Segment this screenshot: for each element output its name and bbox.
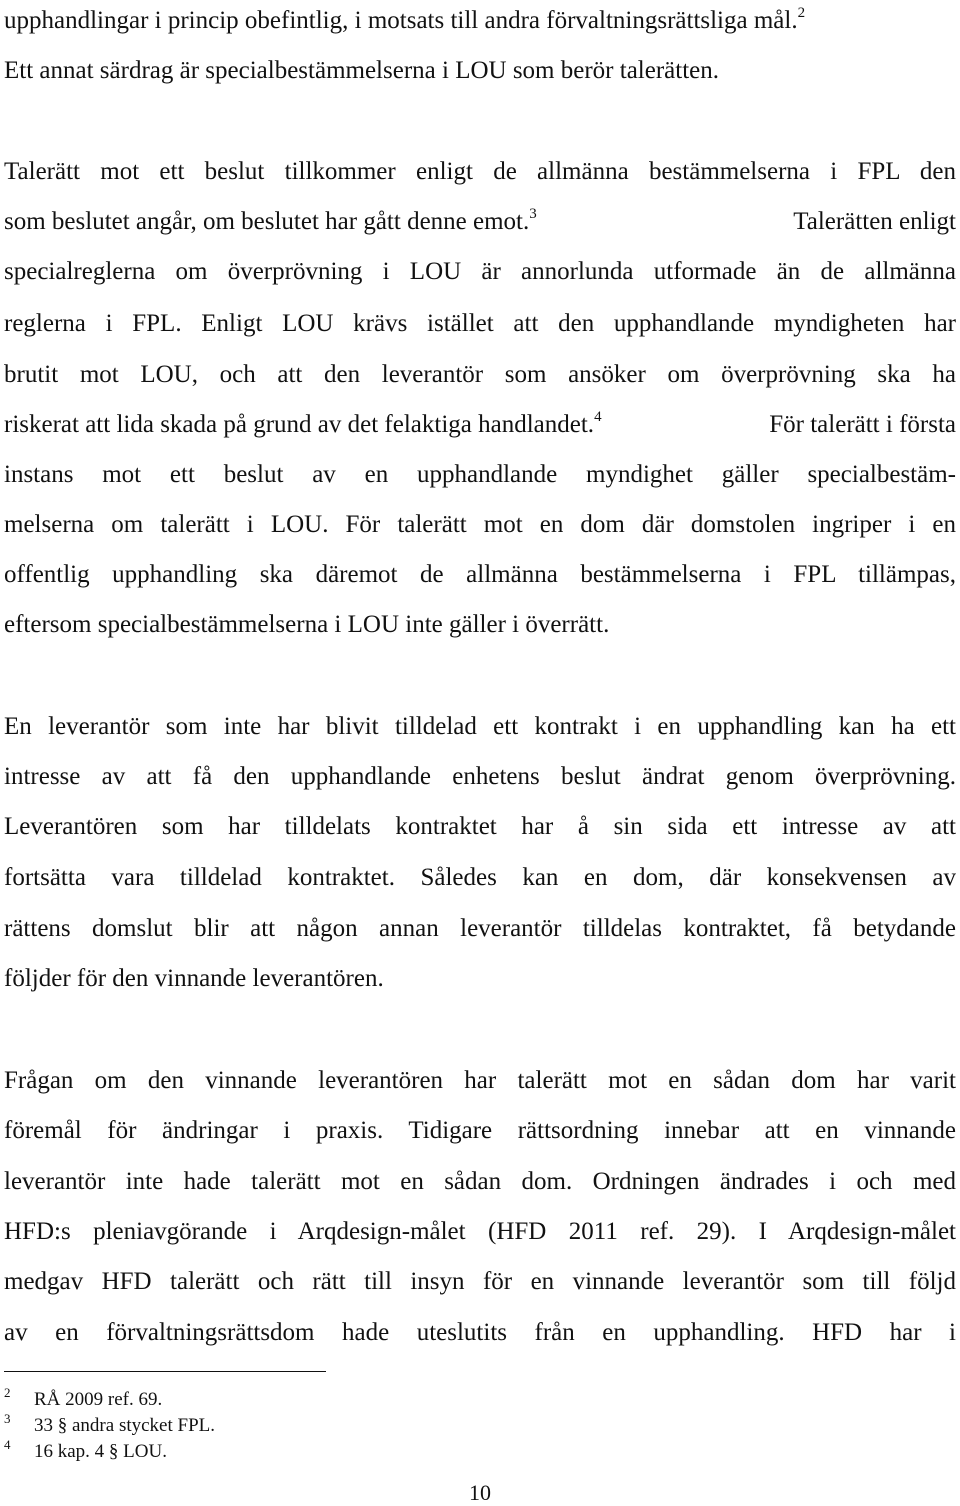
body-line: upphandlingar i princip obefintlig, i motsats till andra förvaltningsrättsliga mål.$^2$ <box>4 5 806 34</box>
body-line: föremål för ändringar i praxis. Tidigare rättsordning innebar att en vinnande <box>4 1117 956 1144</box>
body-line: medgav HFD talerätt och rätt till insyn för en vinnande leverantör som till följd <box>4 1268 956 1295</box>
body-line: reglerna i FPL. Enligt LOU krävs istället att den upphandlande myndigheten har <box>4 310 956 337</box>
document-page: upphandlingar i princip obefintlig, i motsats till andra förvaltningsrättsliga mål.$^2$ Ett annat särdrag är specialbestämmelserna i LOU som berör talerätten. Talerätt mot ett beslut tillkommer enligt de allmänna bestämmelserna i FPL den som beslutet angår, om beslutet har gått denne emot.$^3$ Talerätten enligt specialreglerna om överprövning i LOU är annorlunda utformade än de allmänna reglerna i FPL. Enligt LOU krävs istället att den upphandlande myndigheten har brutit mot LOU, och att den leverantör som ansöker om överprövning ska ha riskerat att lida skada på grund av det felaktiga handlandet.$^4$ För talerätt i första instans mot ett beslut av en upphandlande myndighet gäller specialbestäm- melserna om talerätt i LOU. För talerätt mot en dom där domstolen ingriper i en offentlig upphandling ska däremot de allmänna bestämmelserna i FPL tillämpas, eftersom specialbestämmelserna i LOU inte gäller i överrätt. En leverantör som inte har blivit tilldelad ett kontrakt i en upphandling kan ha ett intresse av att få den upphandlande enhetens beslut ändrat genom överprövning. Leverantören som har tilldelats kontraktet har å sin sida ett intresse av att fortsätta vara tilldelad kontraktet. Således kan en dom, där konsekvensen av rättens domslut blir att någon annan leverantör tilldelas kontraktet, få betydande följder för den vinnande leverantören. Frågan om den vinnande leverantören har talerätt mot en sådan dom har varit föremål för ändringar i praxis. Tidigare rättsordning innebar att en vinnande leverantör inte hade talerätt mot en sådan dom. Ordningen ändrades i och med HFD:s pleniavgörande i Arqdesign-målet (HFD 2011 ref. 29). I Arqdesign-målet medgav HFD talerätt och rätt till insyn för en vinnande leverantör som till följd av en förvaltningsrättsdom hade uteslutits från en upphandling. HFD har i 2 RÅ 2009 ref. 69. 3 33 § andra stycket FPL. 4 16 kap. 4 § LOU. 10 <box>0 0 960 1505</box>
footnote-text: 16 kap. 4 § LOU. <box>34 1441 167 1462</box>
body-line: specialreglerna om överprövning i LOU är annorlunda utformade än de allmänna <box>4 258 956 285</box>
body-line: HFD:s pleniavgörande i Arqdesign-målet (HFD 2011 ref. 29). I Arqdesign-målet <box>4 1218 956 1245</box>
body-line: offentlig upphandling ska däremot de allmänna bestämmelserna i FPL tillämpas, <box>4 561 956 588</box>
page-number: 10 <box>469 1480 491 1505</box>
body-line: eftersom specialbestämmelserna i LOU inte gäller i överrätt. <box>4 611 610 638</box>
footnote-number: 2 <box>4 1385 11 1400</box>
footnote-ref: 3 <box>529 206 537 222</box>
footnote-text: 33 § andra stycket FPL. <box>34 1415 216 1436</box>
footnote-number: 3 <box>4 1411 11 1426</box>
body-line: intresse av att få den upphandlande enhetens beslut ändrat genom överprövning. <box>4 763 956 790</box>
footnote-text: RÅ 2009 ref. 69. <box>34 1389 163 1410</box>
body-line: följder för den vinnande leverantören. <box>4 965 384 992</box>
body-line: fortsätta vara tilldelad kontraktet. Således kan en dom, där konsekvensen av <box>4 864 956 891</box>
body-line: rättens domslut blir att någon annan leverantör tilldelas kontraktet, få betydande <box>4 915 956 942</box>
footnote-number: 4 <box>4 1437 11 1452</box>
body-line: av en förvaltningsrättsdom hade uteslutits från en upphandling. HFD har i <box>4 1319 956 1346</box>
body-line: brutit mot LOU, och att den leverantör som ansöker om överprövning ska ha <box>4 361 956 388</box>
body-line: leverantör inte hade talerätt mot en sådan dom. Ordningen ändrades i och med <box>4 1168 956 1195</box>
footnote-ref: 2 <box>797 5 806 21</box>
body-line: Leverantören som har tilldelats kontraktet har å sin sida ett intresse av att <box>4 813 956 840</box>
footnote-separator <box>4 1371 326 1372</box>
body-line: melserna om talerätt i LOU. För talerätt mot en dom där domstolen ingriper i en <box>4 511 956 538</box>
body-line: Ett annat särdrag är specialbestämmelserna i LOU som berör talerätten. <box>4 57 719 84</box>
body-line: En leverantör som inte har blivit tilldelad ett kontrakt i en upphandling kan ha ett <box>4 713 956 740</box>
footnote-ref: 4 <box>594 409 602 425</box>
body-line: Talerätt mot ett beslut tillkommer enligt de allmänna bestämmelserna i FPL den <box>4 158 956 185</box>
body-line: instans mot ett beslut av en upphandlande myndighet gäller specialbestäm- <box>4 461 956 488</box>
body-line: Frågan om den vinnande leverantören har talerätt mot en sådan dom har varit <box>4 1067 956 1094</box>
